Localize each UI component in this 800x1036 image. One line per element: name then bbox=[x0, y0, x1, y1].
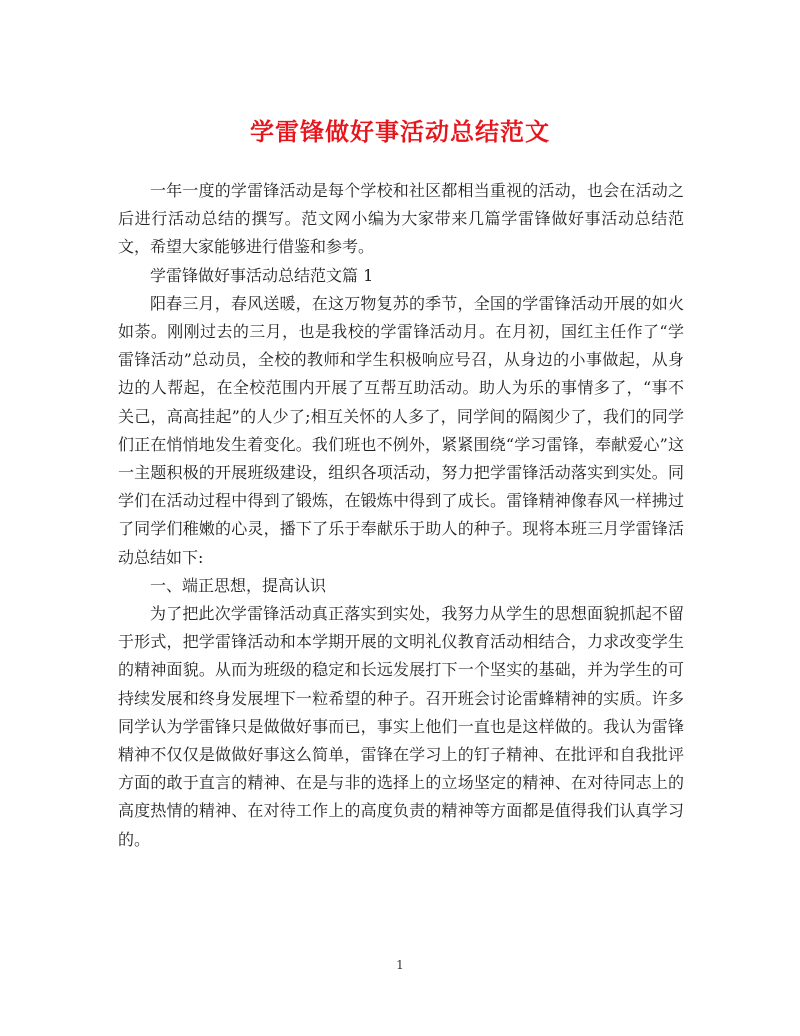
document-body bbox=[118, 177, 684, 854]
intro-paragraph: 一年一度的学雷锋活动是每个学校和社区都相当重视的活动，也会在活动之后进行活动总结的撰写。范文网小编为大家带来几篇学雷锋做好事活动总结范文，希望大家能够进行借鉴和参考。 bbox=[118, 181, 684, 257]
body-paragraph: 为了把此次学雷锋活动真正落实到实处，我努力从学生的思想面貌抓起不留于形式，把学雷锋活动和本学期开展的文明礼仪教育活动相结合，力求改变学生的精神面貌。从而为班级的稳定和长远发展打下一个坚实的基础，并为学生的可持续发展和终身发展埋下一粒希望的种子。召开班会讨论雷蜂精神的实质。许多同学认为学雷锋只是做做好事而已，事实上他们一直也是这样做的。我认为雷锋精神不仅仅是做做好事这么简单，雷锋在学习上的钉子精神、在批评和自我批评方面的敢于直言的精神、在是与非的选择上的立场坚定的精神、在对待同志上的高度热情的精神、在对待工作上的高度负责的精神等方面都是值得我们认真学习的。 bbox=[118, 604, 684, 849]
subsection-heading: 一、端正思想，提高认识 bbox=[150, 575, 327, 595]
body-paragraph: 阳春三月，春风送暖，在这万物复苏的季节，全国的学雷锋活动开展的如火如荼。刚刚过去的三月，也是我校的学雷锋活动月。在月初，国红主任作了“学雷锋活动”总动员，全校的教师和学生积极响应号召，从身边的小事做起，从身边的人帮起，在全校范围内开展了互帮互助活动。助人为乐的事情多了，“事不关己，高高挂起”的人少了;相互关怀的人多了，同学间的隔阂少了，我们的同学们正在悄悄地发生着变化。我们班也不例外，紧紧围绕“学习雷锋，奉献爱心”这一主题积极的开展班级建设，组织各项活动，努力把学雷锋活动落实到实处。同学们在活动过程中得到了锻炼，在锻炼中得到了成长。雷锋精神像春风一样拂过了同学们稚嫩的心灵，播下了乐于奉献乐于助人的种子。现将本班三月学雷锋活动总结如下: bbox=[118, 293, 684, 567]
page-number: 1 bbox=[396, 958, 404, 972]
document-title: 学雷锋做好事活动总结范文 bbox=[250, 118, 550, 146]
section-heading: 学雷锋做好事活动总结范文篇 1 bbox=[150, 265, 374, 285]
